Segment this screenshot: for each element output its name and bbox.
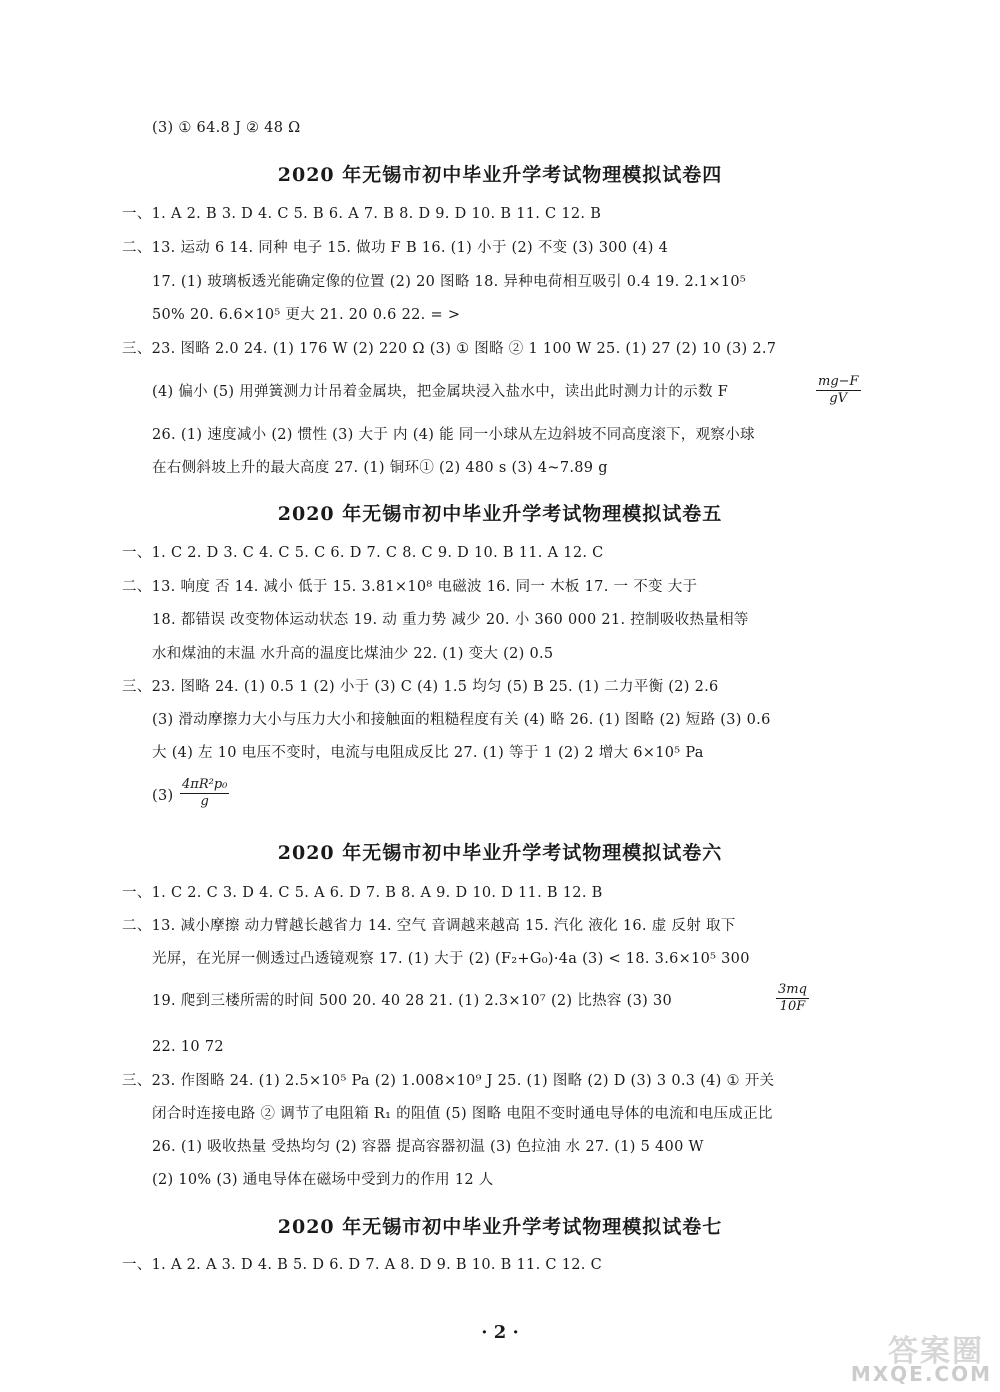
answer-line: 大 (4) 左 10 电压不变时，电流与电阻成反比 27. (1) 等于 1 (2) 2 增大 6×10⁵ Pa — [152, 745, 704, 761]
answer-line: 三、23. 图略 24. (1) 0.5 1 (2) 小于 (3) C (4) 1.5 均匀 (5) B 25. (1) 二力平衡 (2) 2.6 — [122, 679, 719, 695]
watermark-logo — [842, 1326, 992, 1386]
answer-line: 50% 20. 6.6×10⁵ 更大 21. 20 0.6 22. = > — [152, 307, 461, 323]
answer-line: 18. 都错误 改变物体运动状态 19. 动 重力势 减少 20. 小 360 000 21. 控制吸收热量相等 — [152, 612, 749, 628]
answer-line: 一、1. C 2. D 3. C 4. C 5. C 6. D 7. C 8. C 9. D 10. B 11. A 12. C — [122, 545, 604, 561]
fraction — [180, 777, 229, 810]
fraction — [776, 982, 809, 1015]
answer-line: 在右侧斜坡上升的最大高度 27. (1) 铜环① (2) 480 s (3) 4~7.89 g — [152, 460, 608, 476]
section-title-4: 2020 年无锡市初中毕业升学考试物理模拟试卷四 — [277, 164, 723, 186]
answer-line: 26. (1) 速度减小 (2) 惯性 (3) 大于 内 (4) 能 同一小球从左边斜坡不同高度滚下，观察小球 — [152, 427, 755, 443]
fraction-denominator: g — [200, 794, 209, 809]
answer-line: 19. 爬到三楼所需的时间 500 20. 40 28 21. (1) 2.3×10⁷ (2) 比热容 (3) 30 — [152, 993, 673, 1009]
fraction-numerator: mg−F — [818, 374, 859, 389]
section-title-7: 2020 年无锡市初中毕业升学考试物理模拟试卷七 — [277, 1216, 723, 1238]
answer-line: 三、23. 图略 2.0 24. (1) 176 W (2) 220 Ω (3) ① 图略 ② 1 100 W 25. (1) 27 (2) 10 (3) 2.7 — [122, 341, 777, 357]
answer-line: 22. 10 72 — [152, 1039, 224, 1055]
answer-line: 二、13. 运动 6 14. 同种 电子 15. 做功 F B 16. (1) 小于 (2) 不变 (3) 300 (4) 4 — [122, 240, 669, 256]
answer-line: 二、13. 减小摩擦 动力臂越长越省力 14. 空气 音调越来越高 15. 汽化 液化 16. 虚 反射 取下 — [122, 918, 736, 934]
page-number: · 2 · — [481, 1322, 519, 1343]
fraction-denominator: gV — [829, 391, 848, 406]
answer-line: 三、23. 作图略 24. (1) 2.5×10⁵ Pa (2) 1.008×10⁹ J 25. (1) 图略 (2) D (3) 3 0.3 (4) ① 开关 — [122, 1073, 775, 1089]
section-title-6: 2020 年无锡市初中毕业升学考试物理模拟试卷六 — [277, 842, 723, 864]
answer-line: 一、1. A 2. B 3. D 4. C 5. B 6. A 7. B 8. D 9. D 10. B 11. C 12. B — [122, 206, 602, 222]
fraction-denominator: 10F — [779, 999, 806, 1014]
answer-line: 闭合时连接电路 ② 调节了电阻箱 R₁ 的阻值 (5) 图略 电阻不变时通电导体的电流和电压成正比 — [152, 1106, 773, 1122]
answer-line: 17. (1) 玻璃板透光能确定像的位置 (2) 20 图略 18. 异种电荷相互吸引 0.4 19. 2.1×10⁵ — [152, 274, 747, 290]
answer-line: 26. (1) 吸收热量 受热均匀 (2) 容器 提高容器初温 (3) 色拉油 水 27. (1) 5 400 W — [152, 1139, 704, 1155]
answer-line: 水和煤油的末温 水升高的温度比煤油少 22. (1) 变大 (2) 0.5 — [152, 646, 554, 662]
answer-line: (3) ① 64.8 J ② 48 Ω — [152, 120, 301, 136]
answer-line: 二、13. 响度 否 14. 减小 低于 15. 3.81×10⁸ 电磁波 16. 同一 木板 17. 一 不变 大于 — [122, 579, 698, 595]
answer-line: 一、1. A 2. A 3. D 4. B 5. D 6. D 7. A 8. D 9. B 10. B 11. C 12. C — [122, 1257, 602, 1273]
fraction — [816, 374, 861, 407]
fraction-numerator: 3mq — [778, 982, 807, 997]
fraction-numerator: 4πR²p₀ — [182, 777, 228, 792]
section-title-5: 2020 年无锡市初中毕业升学考试物理模拟试卷五 — [277, 503, 723, 525]
answer-line: (2) 10% (3) 通电导体在磁场中受到力的作用 12 人 — [152, 1172, 494, 1188]
answer-line: (3) 滑动摩擦力大小与压力大小和接触面的粗糙程度有关 (4) 略 26. (1) 图略 (2) 短路 (3) 0.6 — [152, 712, 771, 728]
answer-line: (3) — [152, 788, 174, 804]
watermark-text: 答案圈 — [888, 1334, 984, 1369]
answer-line: 一、1. C 2. C 3. D 4. C 5. A 6. D 7. B 8. A 9. D 10. D 11. B 12. B — [122, 885, 603, 901]
answer-line: 光屏，在光屏一侧透过凸透镜观察 17. (1) 大于 (2) (F₂+G₀)·4a (3) < 18. 3.6×10⁵ 300 — [152, 951, 750, 967]
watermark-url: MXQE.COM — [850, 1362, 992, 1386]
answer-line: (4) 偏小 (5) 用弹簧测力计吊着金属块，把金属块浸入盐水中，读出此时测力计的示数 F — [152, 384, 729, 400]
